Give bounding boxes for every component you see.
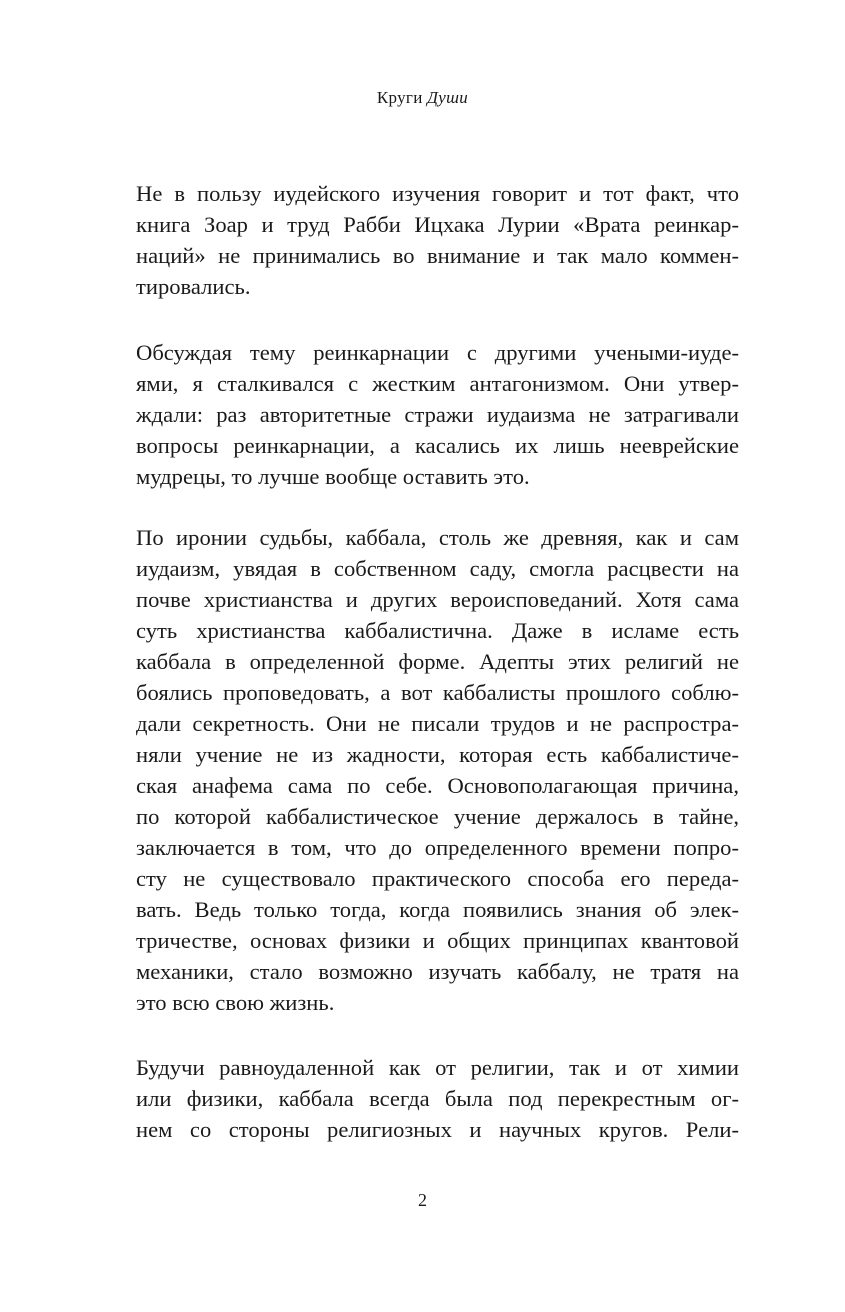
text-line: Будучи равноудаленной как от религии, так и от химии — [136, 1055, 739, 1080]
text-line: суть христианства каббалистична. Даже в исламе есть — [136, 618, 739, 643]
text-line: ская анафема сама по себе. Основополагающая причина, — [136, 773, 739, 798]
text-line: каббала в определенной форме. Адепты этих религий не — [136, 649, 739, 674]
text-line: Не в пользу иудейского изучения говорит и тот факт, что — [136, 181, 739, 206]
text-line: вать. Ведь только тогда, когда появились знания об элек- — [136, 897, 739, 922]
text-line: Обсуждая тему реинкарнации с другими учеными-иуде- — [136, 340, 739, 365]
text-line: сту не существовало практического способа его переда- — [136, 866, 739, 891]
text-line: наций» не принимались во внимание и так мало коммен- — [136, 243, 739, 268]
text-line: по которой каббалистическое учение держалось в тайне, — [136, 804, 739, 829]
text-line: По иронии судьбы, каббала, столь же древняя, как и сам — [136, 525, 739, 550]
text-line: тричестве, основах физики и общих принципах квантовой — [136, 928, 739, 953]
text-line: это всю свою жизнь. — [136, 990, 335, 1015]
text-line: или физики, каббала всегда была под перекрестным ог- — [136, 1086, 739, 1111]
text-line: ждали: раз авторитетные стражи иудаизма не затрагивали — [136, 402, 739, 427]
text-line: почве христианства и других вероисповеданий. Хотя сама — [136, 587, 739, 612]
text-line: иудаизм, увядая в собственном саду, смогла расцвести на — [136, 556, 739, 581]
page-number: 2 — [418, 1190, 427, 1210]
text-line: няли учение не из жадности, которая есть каббалистиче- — [136, 742, 739, 767]
text-line: заключается в том, что до определенного времени попро- — [136, 835, 739, 860]
header-title-italic: Души — [427, 88, 469, 107]
text-line: боялись проповедовать, а вот каббалисты прошлого соблю- — [136, 680, 739, 705]
text-line: мудрецы, то лучше вообще оставить это. — [136, 464, 530, 489]
text-line: вопросы реинкарнации, а касались их лишь нееврейские — [136, 433, 739, 458]
paragraph-3 — [136, 522, 739, 1018]
text-line: дали секретность. Они не писали трудов и не распростра- — [136, 711, 739, 736]
paragraph-2 — [136, 337, 739, 492]
paragraph-4 — [136, 1052, 739, 1145]
paragraph-1 — [136, 178, 739, 302]
header-title-plain: Круги — [376, 88, 423, 107]
text-line: нем со стороны религиозных и научных кругов. Рели- — [136, 1117, 739, 1142]
text-line: книга Зоар и труд Рабби Ицхака Лурии «Врата реинкар- — [136, 212, 739, 237]
text-line: ями, я сталкивался с жестким антагонизмом. Они утвер- — [136, 371, 739, 396]
text-line: механики, стало возможно изучать каббалу, не тратя на — [136, 959, 739, 984]
text-line: тировались. — [136, 274, 251, 299]
running-header — [0, 88, 845, 108]
